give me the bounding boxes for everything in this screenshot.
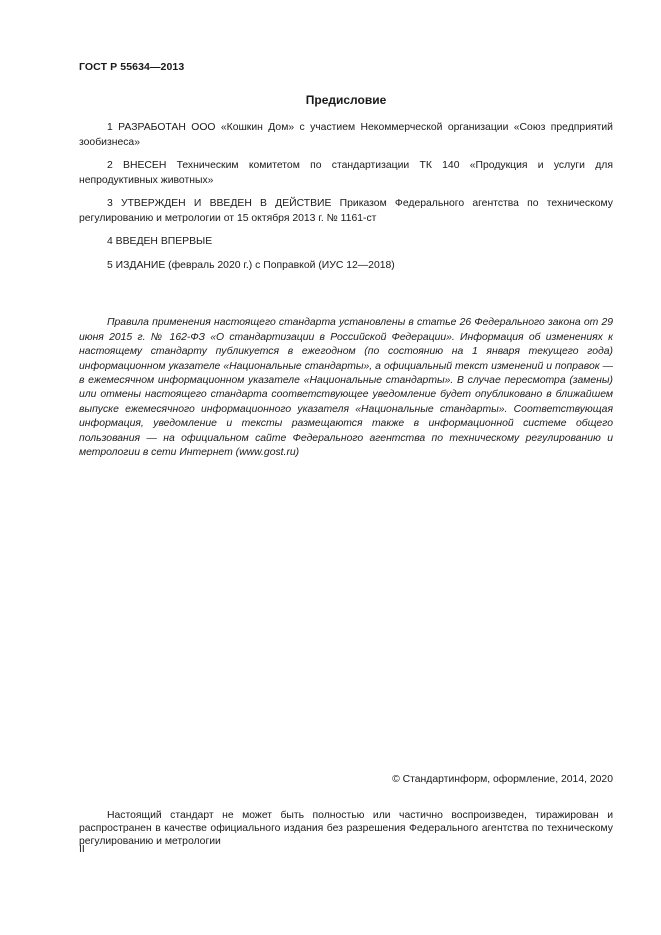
preface-title: Предисловие xyxy=(305,93,387,107)
preface-item-first-introduced: 4 ВВЕДЕН ВПЕРВЫЕ xyxy=(107,236,213,247)
reproduction-notice: Настоящий стандарт не может быть полностью или частично воспроизведен, тиражирован и распространен в качестве официального издания без разрешения Федерального агентства по техническому регулированию и метрологии xyxy=(79,810,613,847)
preface-item-edition: 5 ИЗДАНИЕ (февраль 2020 г.) с Поправкой (ИУС 12—2018) xyxy=(107,259,395,271)
page-number: II xyxy=(79,844,85,855)
standard-code: ГОСТ Р 55634—2013 xyxy=(79,61,185,73)
preface-item-approved: 3 УТВЕРЖДЕН И ВВЕДЕН В ДЕЙСТВИЕ Приказом Федерального агентства по техническому регулированию и метрологии от 15 октября 2013 г. № 1161-ст xyxy=(79,198,613,224)
preface-items xyxy=(79,121,613,282)
application-rules-notice: Правила применения настоящего стандарта установлены в статье 26 Федерального закона от 29 июня 2015 г. № 162-ФЗ «О стандартизации в Российской Федерации». Информация об изменениях к настоящему стандарту публикуется в ежегодном (по состоянию на 1 января текущего года) информационном указателе «Национальные стандарты», а официальный текст изменений и поправок — в ежемесячном информационном указателе «Национальные стандарты». В случае пересмотра (замены) или отмены настоящего стандарта соответствующее уведомление будет опубликовано в ближайшем выпуске ежемесячного информационного указателя «Национальные стандарты». Соответствующая информация, уведомление и тексты размещаются также в информационной системе общего пользования — на официальном сайте Федерального агентства по техническому регулированию и метрологии в сети Интернет (www.gost.ru) xyxy=(79,317,613,459)
preface-item-submitted: 2 ВНЕСЕН Техническим комитетом по стандартизации ТК 140 «Продукция и услуги для непродуктивных животных» xyxy=(79,160,613,186)
copyright-line: © Стандартинформ, оформление, 2014, 2020 xyxy=(392,774,613,785)
preface-item-developed: 1 РАЗРАБОТАН ООО «Кошкин Дом» с участием Некоммерческой организации «Союз предприятий зообизнеса» xyxy=(79,122,613,148)
